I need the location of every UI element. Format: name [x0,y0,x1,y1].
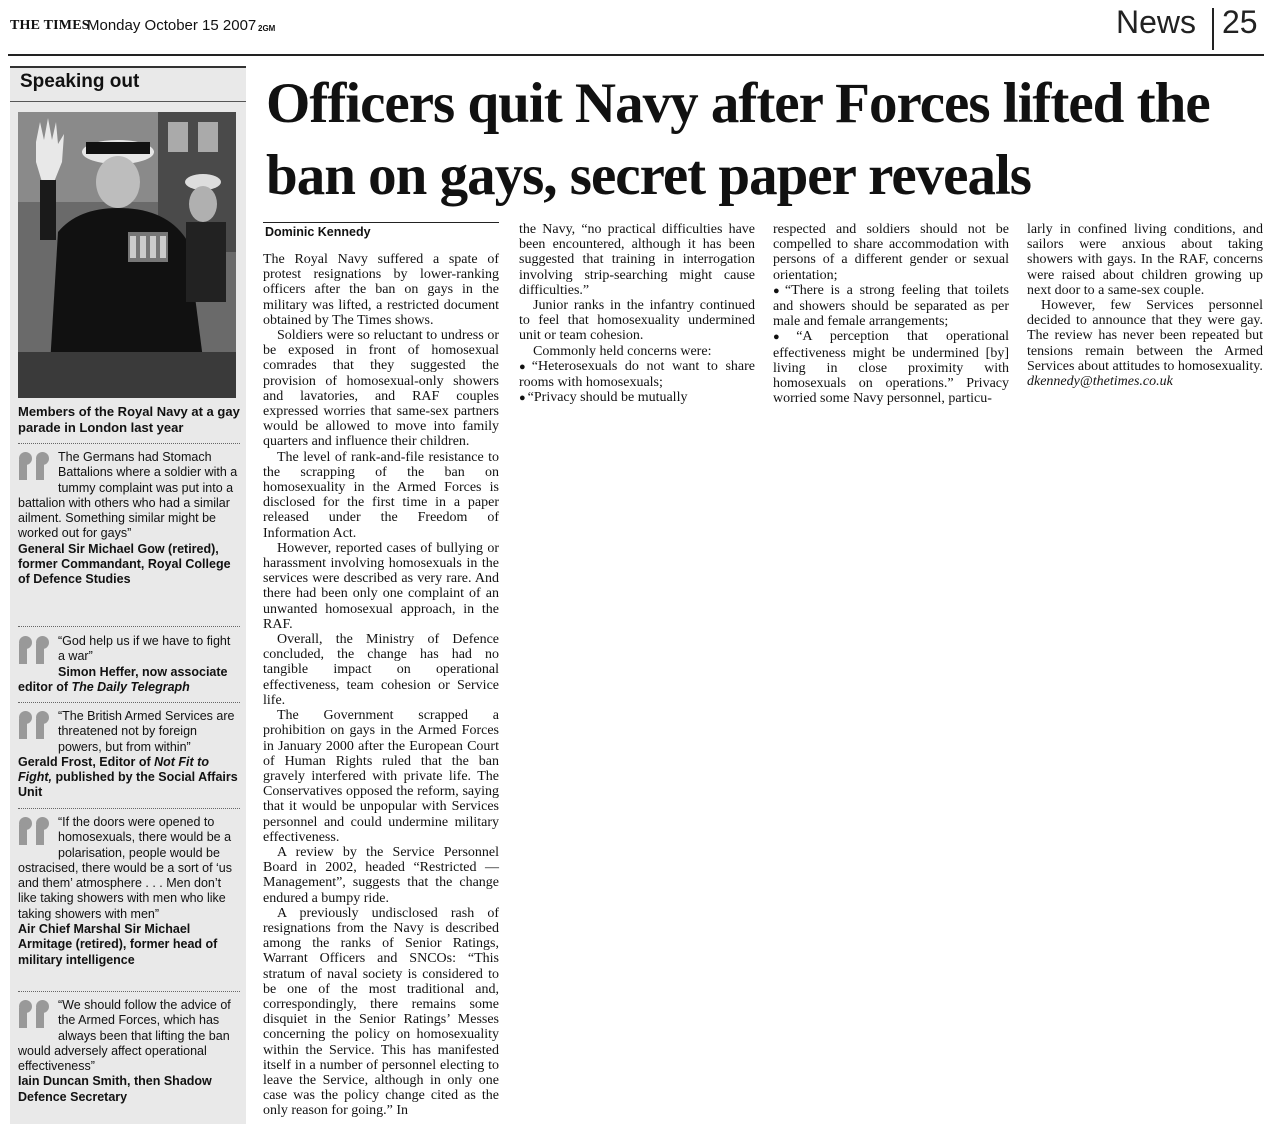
quote-text: “God help us if we have to fight a war” [58,634,231,664]
paragraph: Soldiers were so reluctant to undress or be exposed in front of homosexual comrades that they suggested the provision of homosexual-only showers and lavatories, and RAF couples expressed worries that same-sex partners would be allowed to move into family quarters and influence their children. [263,328,499,450]
quote-mark-icon [18,452,54,482]
bullet-item: ● “Heterosexuals do not want to share rooms with homosexuals; [519,359,755,390]
article-headline: Officers quit Navy after Forces lifted the ban on gays, secret paper reveals [266,72,1210,207]
quote-gow [18,450,240,588]
article-column-3 [773,222,1009,406]
photo-illustration [18,112,236,398]
paragraph: Overall, the Ministry of Defence concluded, the change has had no tangible impact on operational effectiveness, team cohesion or Service life. [263,632,499,708]
paragraph: The Royal Navy suffered a spate of protest resignations by lower-ranking officers after the ban on gays in the military was lifted, a restricted document obtained by The Times shows. [263,252,499,328]
paragraph: The Government scrapped a prohibition on gays in the Armed Forces in January 2000 after the European Court of Human Rights ruled that the ban gravely interfered with private life. The Conservatives opposed the reform, saying that it would be unpopular with Services personnel and could undermine military effectiveness. [263,708,499,845]
paragraph: larly in confined living conditions, and sailors were anxious about taking showers with gays. In the RAF, concerns were raised about children growing up next door to a same-sex couple. [1027,222,1263,298]
article-byline: Dominic Kennedy [265,225,371,239]
bullet-item: ● “A perception that operational effectiveness might be undermined [by] living in close proximity with homosexuals on operations.” Privacy worried some Navy personnel, particu- [773,329,1009,406]
publication-date: Monday October 15 2007 [87,17,257,34]
quote-attribution: Air Chief Marshal Sir Michael Armitage (retired), former head of military intelligence [18,922,218,967]
quote-armitage [18,815,240,968]
attribution-text: Simon Heffer, now associate editor of [18,664,228,694]
quote-text: “We should follow the advice of the Armed Forces, which has always been that lifting the ban would adversely affect operational effectiveness” [18,998,231,1074]
quote-divider [18,808,240,809]
quote-text: The Germans had Stomach Battalions where a soldier with a tummy complaint was put into a battalion with others who had a similar ailment. Something similar might be worked out for gays” [18,450,238,541]
paragraph: A review by the Service Personnel Board in 2002, headed “Restricted — Management”, suggests that the change endured a bumpy ride. [263,844,499,906]
paragraph: A previously undisclosed rash of resignations from the Navy is described among the ranks of Senior Ratings, Warrant Officers and SNCOs: “This stratum of naval society is considered to be one of the most traditional and, correspondingly, there remains some disquiet in the Senior Ratings’ Messes concerning the policy on homosexuality within the Service. This has manifested itself in a number of personnel electing to leave the Service, although in only one case was the policy change cited as the only reason for going.” In [263,905,499,1119]
article-column-2 [519,222,755,406]
paragraph: the Navy, “no practical difficulties have been encountered, although it has been suggested that training in interrogation involving strip-searching might cause difficulties.” [519,222,755,298]
attribution-text: published by the Social Affairs Unit [18,770,238,800]
attribution-text: Gerald Frost, Editor of [18,754,155,769]
sidebar-top-rule [10,66,246,68]
edition-mark: 2GM [258,24,276,33]
sidebar-title: Speaking out [20,71,140,92]
bullet-item: ● “There is a strong feeling that toilets and showers should be separated as per male and female arrangements; [773,283,1009,330]
section-name: News [1116,4,1197,40]
quote-mark-icon [18,1000,54,1030]
byline-rule [263,222,499,223]
navy-parade-photo [18,112,236,398]
publication-title: The Daily Telegraph [71,679,190,694]
quote-attribution [18,755,240,801]
quote-text: “The British Armed Services are threatened not by foreign powers, but from within” [58,709,235,754]
quote-heffer [18,634,240,695]
quote-mark-icon [18,636,54,666]
author-email: dkennedy@thetimes.co.uk [1027,374,1173,390]
paragraph: However, few Services personnel decided to announce that they were gay. The review has never been repeated but tensions remain between the Armed Services about attitudes to homosexuality. [1027,298,1263,374]
paragraph: However, reported cases of bullying or harassment involving homosexuals in the services were described as very rare. And there had been only one complaint of an unwanted homosexual approach, in the RAF. [263,540,499,632]
quote-mark-icon [18,817,54,847]
header-separator [1212,8,1214,50]
page-number: 25 [1222,4,1258,40]
bullet-item: ● “Privacy should be mutually [519,390,755,406]
paragraph: Commonly held concerns were: [533,343,712,359]
paragraph: respected and soldiers should not be compelled to share accommodation with persons of a different gender or sexual orientation; [773,222,1009,283]
quote-divider [18,443,240,444]
paragraph: Junior ranks in the infantry continued to feel that homosexuality undermined unit or team cohesion. [519,298,755,344]
photo-caption: Members of the Royal Navy at a gay parade in London last year [18,404,240,435]
sidebar-title-rule [10,101,246,102]
header-rule [8,54,1264,56]
quote-duncan-smith [18,998,240,1105]
book-title: Not Fit to Fight, [18,754,209,785]
quote-frost [18,709,240,801]
quote-divider [18,702,240,703]
masthead: THE TIMES [10,18,90,33]
article-column-4 [1027,222,1263,389]
quote-attribution: General Sir Michael Gow (retired), former Commandant, Royal College of Defence Studies [18,541,231,587]
quote-attribution: Iain Duncan Smith, then Shadow Defence Secretary [18,1074,212,1104]
article-column-1 [263,252,499,1119]
quote-attribution [18,665,240,696]
quote-divider [18,626,240,627]
quote-mark-icon [18,711,54,741]
paragraph: The level of rank-and-file resistance to the scrapping of the ban on homosexuality in the Armed Forces is disclosed for the first time in a paper released under the Freedom of Information Act. [263,449,499,541]
quote-divider [18,991,240,992]
quote-text: “If the doors were opened to homosexuals, there would be a polarisation, people would be ostracised, there would be a sort of ‘us and them’ atmosphere . . . Men don’t like taking showers with men who like taking showers with men” [18,815,233,921]
